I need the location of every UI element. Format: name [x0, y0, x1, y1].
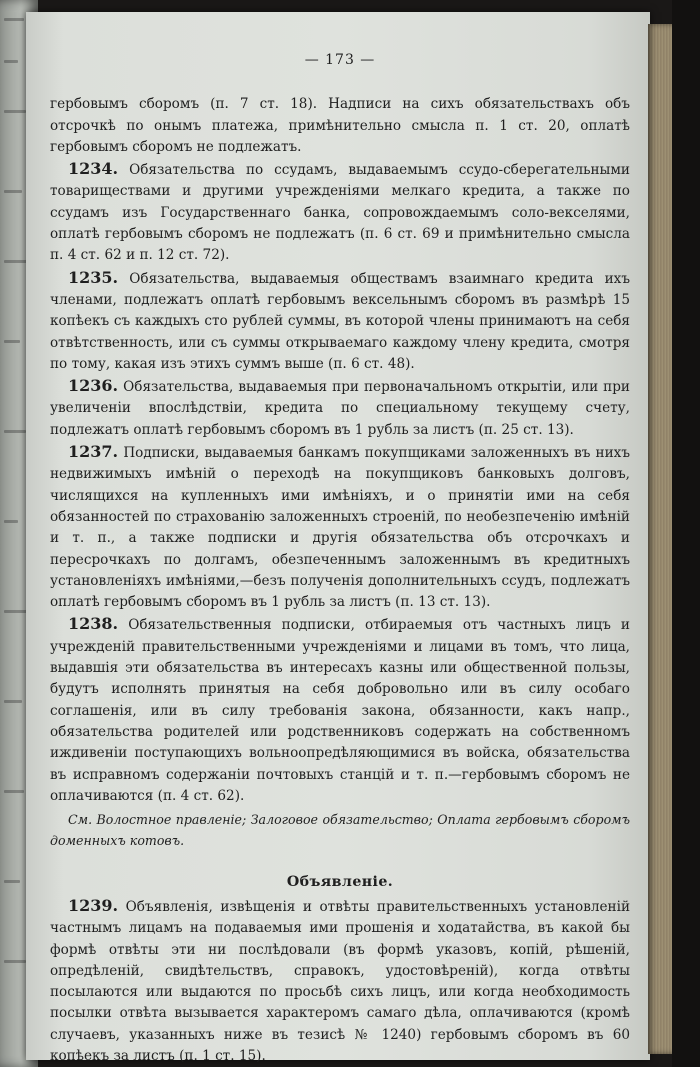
article-text: Подписки, выдаваемыя банкамъ покупщиками заложенныхъ въ нихъ недвижимыхъ имѣнiй о переходѣ на покупщиковъ банковыхъ долговъ, числящихся на купленныхъ ими имѣнiяхъ, и о принятiи ими на себя обязанностей по страхованiю заложенныхъ строенiй, по необезпеченiю имѣнiй и т. п., а также подписки и другiя обязательства объ отсрочкахъ и пересрочкахъ по долгамъ, обезпеченнымъ заложеннымъ въ кредитныхъ установленiяхъ имѣнiями,—безъ полученiя дополнительныхъ ссудъ, подлежатъ оплатѣ гербовымъ сборомъ въ 1 рубль за листъ (п. 13 ст. 13). [50, 445, 630, 611]
paragraph-text: гербовымъ сборомъ (п. 7 ст. 18). Надписи на сихъ обязательствахъ объ отсрочкѣ по онымъ платежа, примѣнительно смысла п. 1 ст. 20, оплатѣ гербовымъ сборомъ не подлежатъ. [50, 96, 630, 155]
article-1235 [50, 267, 630, 375]
article-1238 [50, 613, 630, 807]
article-text: Обязательственныя подписки, отбираемыя отъ частныхъ лицъ и учрежденiй правительственными учрежденiями и лицами въ томъ, что лица, выдавшiя эти обязательства въ интересахъ казны или общественной пользы, будутъ исполнять принятыя на себя добровольно или въ силу особаго соглашенiя, или въ силу требованiя закона, обязанности, какъ напр., обязательства родителей или родственниковъ содержать на собственномъ иждивенiи поступающихъ вольноопредѣляющимися въ войска, обязательства въ исправномъ содержанiи почтовыхъ станцiй и т. п.—гербовымъ сборомъ не оплачиваются (п. 4 ст. 62). [50, 617, 630, 804]
page-text [50, 50, 630, 1067]
section-heading: Объявленiе. [286, 873, 394, 890]
article-text: Объявленiя, извѣщенiя и отвѣты правительственныхъ установленiй частнымъ лицамъ на подаваемыя ими прошенiя и ходатайства, въ какой бы формѣ отвѣты эти ни послѣдовали (въ формѣ указовъ, копiй, рѣшенiй, опредѣленiй, свидѣтельствъ, справокъ, удостовѣренiй), когда отвѣты посылаются или выдаются по просьбѣ сихъ лицъ, или когда необходимость посылки отвѣта вызывается характеромъ самаго дѣла, оплачиваются (кромѣ случаевъ, указанныхъ ниже въ тезисѣ № 1240) гербовымъ сборомъ въ 60 копѣекъ за листъ (п. 1 ст. 15). [50, 898, 631, 1065]
background-shadow [672, 0, 700, 1067]
article-number: 1235. [68, 267, 119, 287]
book-fore-edge [648, 24, 674, 1054]
article-number: 1236. [68, 376, 119, 396]
article-1236 [50, 375, 630, 441]
paragraph-continuation [50, 94, 630, 158]
article-text: Обязательства, выдаваемыя при первоначальномъ открытiи, или при увеличенiи впослѣдствiи, кредита по специальному текущему счету, подлежатъ оплатѣ гербовымъ сборомъ въ 1 рубль за листъ (п. 25 ст. 13). [50, 379, 630, 438]
article-number: 1237. [68, 442, 119, 462]
article-number: 1239. [68, 895, 119, 915]
article-text: Обязательства по ссудамъ, выдаваемымъ ссудо-сберегательными товариществами и другими учрежденiями мелкаго кредита, а также по ссудамъ изъ Государственнаго банка, сопровождаемымъ соло-векселями, оплатѣ гербовымъ сборомъ не подлежатъ (п. 6 ст. 69 и примѣнительно смысла п. 4 ст. 62 и п. 12 ст. 72). [50, 162, 630, 264]
article-1234 [50, 158, 630, 266]
article-number: 1234. [68, 159, 119, 179]
article-1237 [50, 441, 630, 613]
article-1239 [50, 895, 630, 1067]
article-text: Обязательства, выдаваемыя обществамъ взаимнаго кредита ихъ членами, подлежатъ оплатѣ гербовымъ вексельнымъ сборомъ въ размѣрѣ 15 копѣекъ съ каждыхъ сто рублей суммы, въ которой члены принимаютъ на себя отвѣтственность, или съ суммы открываемаго каждому члену кредита, смотря по тому, какая изъ этихъ суммъ выше (п. 6 ст. 48). [50, 270, 630, 372]
see-also-reference: См. Волостное правленiе; Залоговое обязательство; Оплата гербовымъ сборомъ доменныхъ котовъ. [50, 812, 630, 849]
page-number: — 173 — [304, 52, 376, 68]
article-number: 1238. [68, 614, 119, 634]
